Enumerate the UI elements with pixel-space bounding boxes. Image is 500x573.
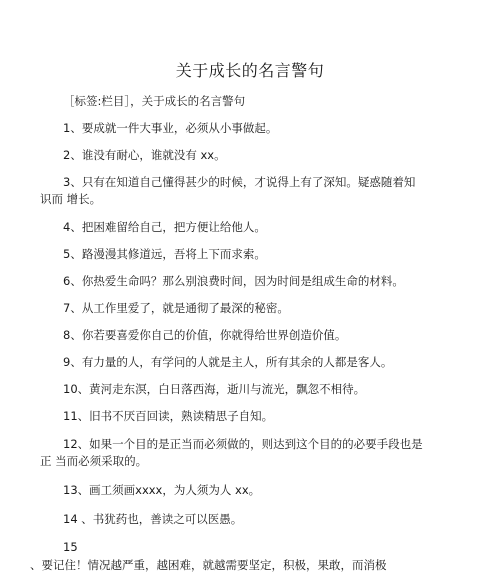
quote-7: 7、从工作里爱了，就是通彻了最深的秘密。 bbox=[63, 301, 289, 315]
document-tag-line: ［标签:栏目］，关于成长的名言警句 bbox=[63, 94, 246, 108]
document-title: 关于成长的名言警句 bbox=[175, 61, 325, 80]
quote-6: 6、你热爱生命吗？那么别浪费时间，因为时间是组成生命的材料。 bbox=[63, 274, 404, 288]
quote-15-text: 、要记住！情况越严重，越困难，就越需要坚定，积极，果敢，而消极 bbox=[30, 558, 387, 572]
quote-12-line-1: 12、如果一个目的是正当而必须做的，则达到这个目的的必要手段也是 bbox=[63, 437, 423, 451]
quote-3-line-2: 识而 增长。 bbox=[40, 192, 102, 206]
quote-5: 5、路漫漫其修道远，吾将上下而求索。 bbox=[63, 247, 266, 261]
quote-2: 2、谁没有耐心，谁就没有 xx。 bbox=[63, 148, 226, 162]
quote-12-line-2: 正 当而必须采取的。 bbox=[40, 454, 148, 468]
quote-8: 8、你若要喜爱你自己的价值，你就得给世界创造价值。 bbox=[63, 328, 347, 342]
quote-13: 13、画工须画xxxx，为人须为人 xx。 bbox=[63, 483, 261, 497]
quote-15-number: 15 bbox=[63, 540, 78, 554]
quote-1: 1、要成就一件大事业，必须从小事做起。 bbox=[63, 121, 278, 135]
quote-4: 4、把困难留给自己，把方便让给他人。 bbox=[63, 220, 266, 234]
quote-9: 9、有力量的人，有学问的人就是主人，所有其余的人都是客人。 bbox=[63, 355, 393, 369]
quote-3-line-1: 3、只有在知道自己懂得甚少的时候，才说得上有了深知。疑惑随着知 bbox=[63, 175, 416, 189]
quote-10: 10、黄河走东溟，白日落西海，逝川与流光，飘忽不相待。 bbox=[63, 382, 366, 396]
quote-11: 11、旧书不厌百回读，熟读精思子自知。 bbox=[63, 409, 274, 423]
quote-14: 14 、书犹药也，善读之可以医愚。 bbox=[63, 512, 243, 526]
